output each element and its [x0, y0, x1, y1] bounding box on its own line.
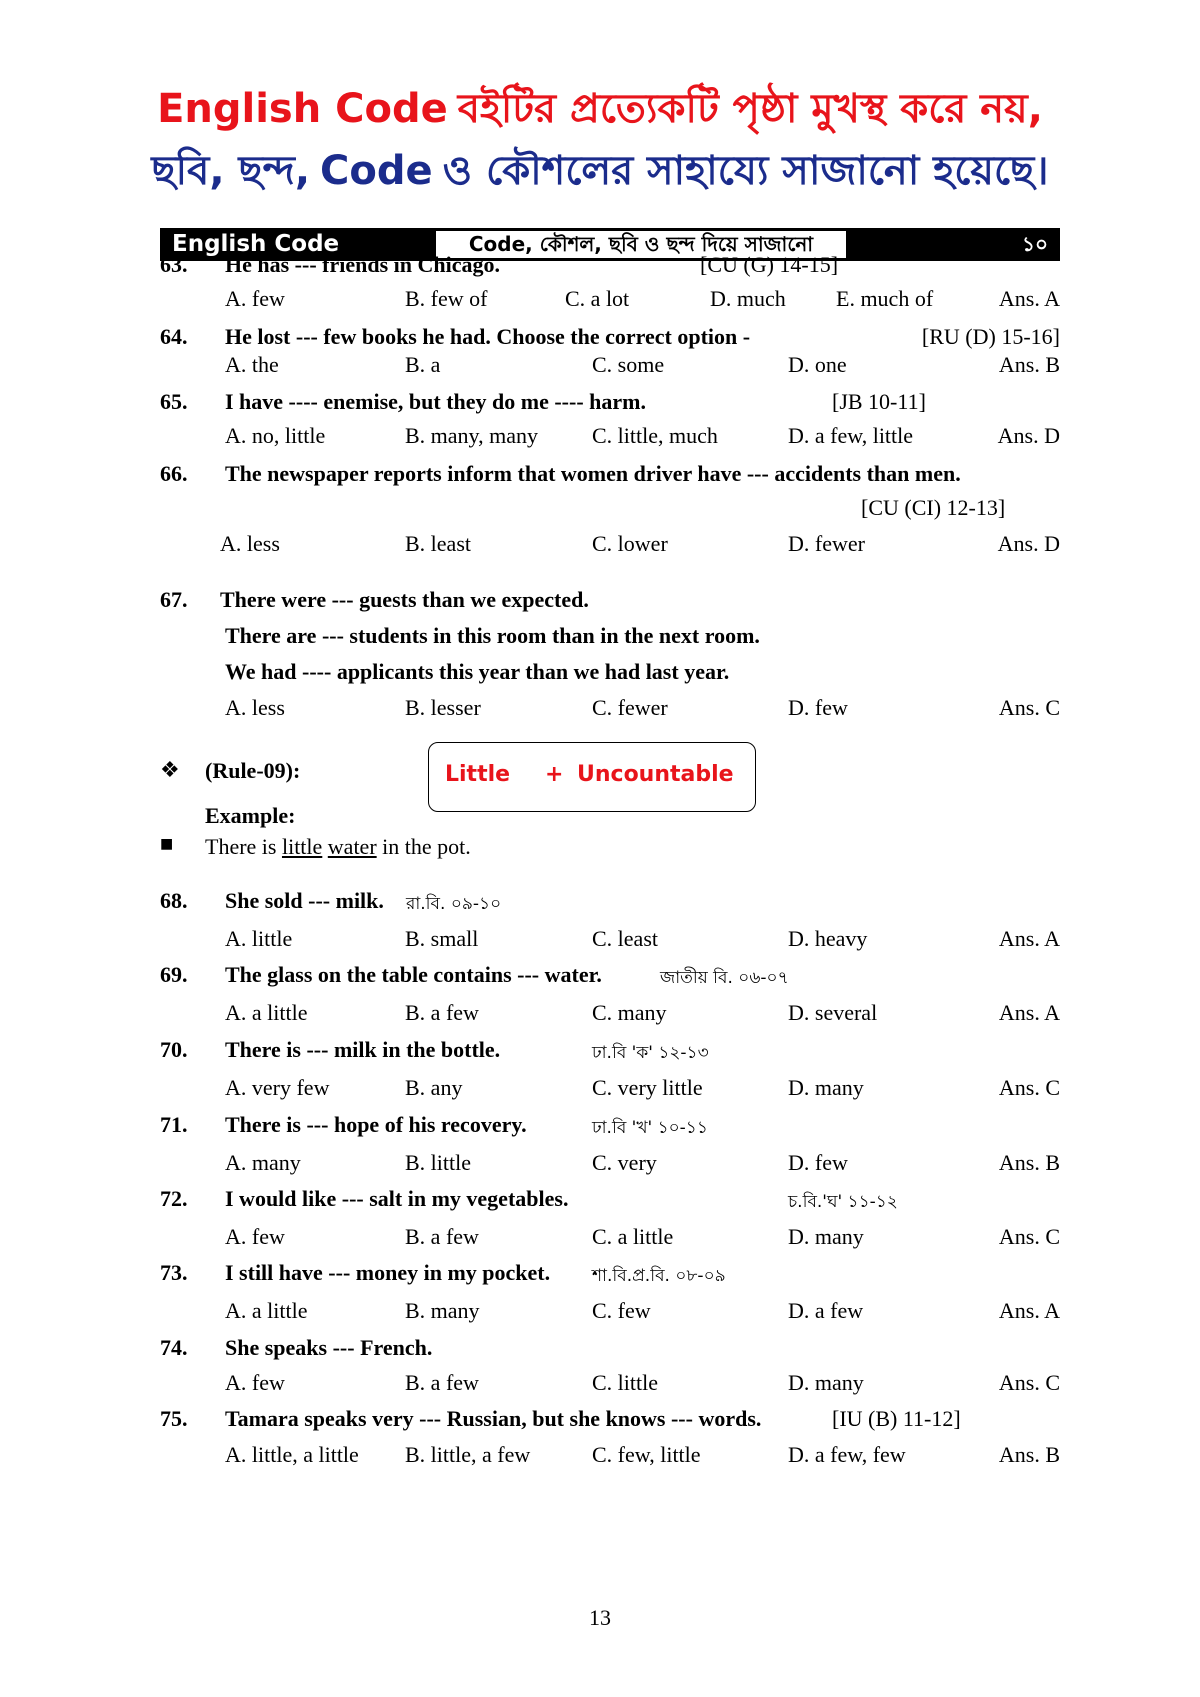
option-b: B. least — [405, 531, 471, 556]
answer-key: Ans. A — [998, 926, 1060, 951]
answer-key: Ans. D — [997, 531, 1060, 556]
banner-line-2 — [0, 140, 1200, 202]
option-a: A. few — [225, 286, 285, 311]
option-a: A. very few — [225, 1075, 330, 1100]
rule-formula-right: Uncountable — [577, 762, 734, 787]
option-d: D. a few, little — [788, 423, 914, 448]
question-71 — [160, 1112, 1060, 1186]
answer-key: Ans. A — [998, 286, 1060, 311]
option-a: A. little — [225, 926, 293, 951]
answer-key: Ans. A — [998, 1000, 1060, 1025]
question-source: [IU (B) 11-12] — [832, 1406, 961, 1431]
question-number: 69. — [160, 962, 188, 987]
option-a: A. less — [225, 695, 285, 720]
banner-bengali-text: বইটির প্রত্যেকটি পৃষ্ঠা মুখস্থ করে নয়, — [457, 86, 1043, 132]
question-stem-line-3: We had ---- applicants this year than we had last year. — [225, 659, 730, 684]
answer-key: Ans. C — [998, 695, 1060, 720]
question-66 — [160, 461, 1060, 567]
example-label: Example: — [205, 803, 296, 828]
question-63 — [160, 252, 1060, 322]
question-stem: There is --- milk in the bottle. — [225, 1037, 501, 1062]
question-69 — [160, 962, 1060, 1036]
question-source: [JB 10-11] — [832, 389, 926, 414]
option-b: B. many — [405, 1298, 480, 1323]
header-subtitle: Code, কৌশল, ছবি ও ছন্দ দিয়ে সাজানো — [435, 230, 847, 259]
banner-line-1 — [0, 78, 1200, 140]
banner-bengali-text: ছবি, ছন্দ, — [151, 148, 311, 194]
example-sentence — [160, 834, 760, 864]
header-chapter-number: ১০ — [1022, 232, 1048, 256]
example-underlined-word: little — [281, 834, 323, 859]
option-d: D. many — [788, 1370, 864, 1395]
option-a: A. no, little — [225, 423, 326, 448]
option-c: C. many — [592, 1000, 667, 1025]
option-c: C. a lot — [565, 286, 630, 311]
question-stem: She sold --- milk. — [225, 888, 384, 913]
rule-formula-box — [428, 742, 756, 812]
promo-banner — [0, 78, 1200, 202]
question-number: 71. — [160, 1112, 188, 1137]
question-stem: I have ---- enemise, but they do me ---- harm. — [225, 389, 646, 414]
question-stem: I still have --- money in my pocket. — [225, 1260, 551, 1285]
question-number: 75. — [160, 1406, 188, 1431]
example-text-pre: There is — [205, 834, 277, 859]
rule-formula-plus: + — [545, 762, 564, 787]
option-d: D. few — [788, 695, 848, 720]
question-stem: She speaks --- French. — [225, 1335, 433, 1360]
square-bullet-icon: ■ — [160, 836, 174, 852]
example-text-post: in the pot. — [382, 834, 471, 859]
question-stem: The newspaper reports inform that women driver have --- accidents than men. — [225, 461, 961, 486]
answer-key: Ans. A — [998, 1298, 1060, 1323]
question-source: [RU (D) 15-16] — [921, 324, 1060, 349]
question-source: রা.বি. ০৯-১০ — [406, 894, 502, 914]
question-source: জাতীয় বি. ০৬-০৭ — [660, 968, 789, 988]
option-b: B. a few — [405, 1000, 479, 1025]
option-b: B. few of — [405, 286, 488, 311]
option-c: C. very — [592, 1150, 657, 1175]
answer-key: Ans. C — [998, 1370, 1060, 1395]
option-d: D. many — [788, 1075, 864, 1100]
question-73 — [160, 1260, 1060, 1334]
option-d: D. several — [788, 1000, 878, 1025]
option-a: A. less — [220, 531, 280, 556]
banner-bengali-text: ও কৌশলের সাহায্যে সাজানো হয়েছে। — [442, 148, 1049, 194]
option-d: D. many — [788, 1224, 864, 1249]
question-number: 70. — [160, 1037, 188, 1062]
option-a: A. many — [225, 1150, 301, 1175]
option-d: D. much — [710, 286, 786, 311]
question-source: [CU (G) 14-15] — [700, 252, 839, 277]
question-stem: Tamara speaks very --- Russian, but she knows --- words. — [225, 1406, 762, 1431]
question-67 — [160, 587, 1060, 731]
question-stem: There is --- hope of his recovery. — [225, 1112, 527, 1137]
answer-key: Ans. B — [998, 1442, 1060, 1467]
option-d: D. few — [788, 1150, 848, 1175]
option-d: D. fewer — [788, 531, 865, 556]
question-source: চ.বি.'ঘ' ১১-১২ — [788, 1192, 898, 1212]
option-b: B. little — [405, 1150, 471, 1175]
header-book-title: English Code — [172, 231, 340, 257]
page-number: 13 — [589, 1605, 611, 1630]
question-source: শা.বি.প্র.বি. ০৮-০৯ — [592, 1266, 726, 1286]
option-c: C. few — [592, 1298, 651, 1323]
question-number: 74. — [160, 1335, 188, 1360]
option-d: D. a few, few — [788, 1442, 906, 1467]
question-number: 64. — [160, 324, 188, 349]
question-stem: There were --- guests than we expected. — [220, 587, 589, 612]
option-c: C. lower — [592, 531, 668, 556]
option-c: C. a little — [592, 1224, 674, 1249]
question-source: [CU (CI) 12-13] — [861, 495, 1006, 520]
answer-key: Ans. C — [998, 1224, 1060, 1249]
diamond-bullet-icon: ❖ — [160, 758, 180, 783]
option-c: C. little — [592, 1370, 658, 1395]
option-e: E. much of — [836, 286, 934, 311]
option-a: A. a little — [225, 1000, 308, 1025]
option-c: C. very little — [592, 1075, 703, 1100]
question-75 — [160, 1406, 1060, 1478]
question-72 — [160, 1186, 1060, 1260]
option-c: C. few, little — [592, 1442, 701, 1467]
question-source: ঢা.বি 'খ' ১০-১১ — [592, 1118, 708, 1138]
question-number: 72. — [160, 1186, 188, 1211]
option-b: B. a few — [405, 1224, 479, 1249]
option-b: B. little, a few — [405, 1442, 531, 1467]
rule-formula-left: Little — [445, 762, 511, 787]
example-underlined-word: water — [327, 834, 377, 859]
question-65 — [160, 389, 1060, 459]
banner-english-code: English Code — [157, 86, 448, 132]
option-b: B. a few — [405, 1370, 479, 1395]
question-stem: He has --- friends in Chicago. — [225, 252, 500, 277]
option-d: D. a few — [788, 1298, 864, 1323]
option-a: A. a little — [225, 1298, 308, 1323]
banner-code-word: Code — [320, 148, 433, 194]
question-number: 66. — [160, 461, 188, 486]
question-number: 63. — [160, 252, 188, 277]
option-a: A. few — [225, 1370, 285, 1395]
question-stem: He lost --- few books he had. Choose the correct option - — [225, 324, 751, 349]
rule-label: (Rule-09): — [205, 758, 301, 783]
question-stem-line-2: There are --- students in this room than in the next room. — [225, 623, 760, 648]
option-d: D. one — [788, 352, 847, 377]
question-number: 68. — [160, 888, 188, 913]
option-a: A. little, a little — [225, 1442, 359, 1467]
option-a: A. the — [225, 352, 279, 377]
question-stem: The glass on the table contains --- water. — [225, 962, 602, 987]
option-c: C. some — [592, 352, 665, 377]
question-64 — [160, 324, 1060, 388]
question-number: 65. — [160, 389, 188, 414]
example-text — [205, 834, 471, 860]
option-b: B. many, many — [405, 423, 538, 448]
question-74 — [160, 1335, 1060, 1406]
question-stem: I would like --- salt in my vegetables. — [225, 1186, 569, 1211]
question-68 — [160, 888, 1060, 962]
answer-key: Ans. B — [998, 352, 1060, 377]
question-number: 73. — [160, 1260, 188, 1285]
option-d: D. heavy — [788, 926, 868, 951]
option-b: B. any — [405, 1075, 463, 1100]
answer-key: Ans. B — [998, 1150, 1060, 1175]
option-b: B. small — [405, 926, 479, 951]
option-a: A. few — [225, 1224, 285, 1249]
option-c: C. fewer — [592, 695, 668, 720]
question-number: 67. — [160, 587, 188, 612]
option-b: B. a — [405, 352, 441, 377]
option-b: B. lesser — [405, 695, 481, 720]
answer-key: Ans. D — [997, 423, 1060, 448]
answer-key: Ans. C — [998, 1075, 1060, 1100]
option-c: C. least — [592, 926, 658, 951]
question-source: ঢা.বি 'ক' ১২-১৩ — [592, 1043, 709, 1063]
question-70 — [160, 1037, 1060, 1111]
option-c: C. little, much — [592, 423, 718, 448]
